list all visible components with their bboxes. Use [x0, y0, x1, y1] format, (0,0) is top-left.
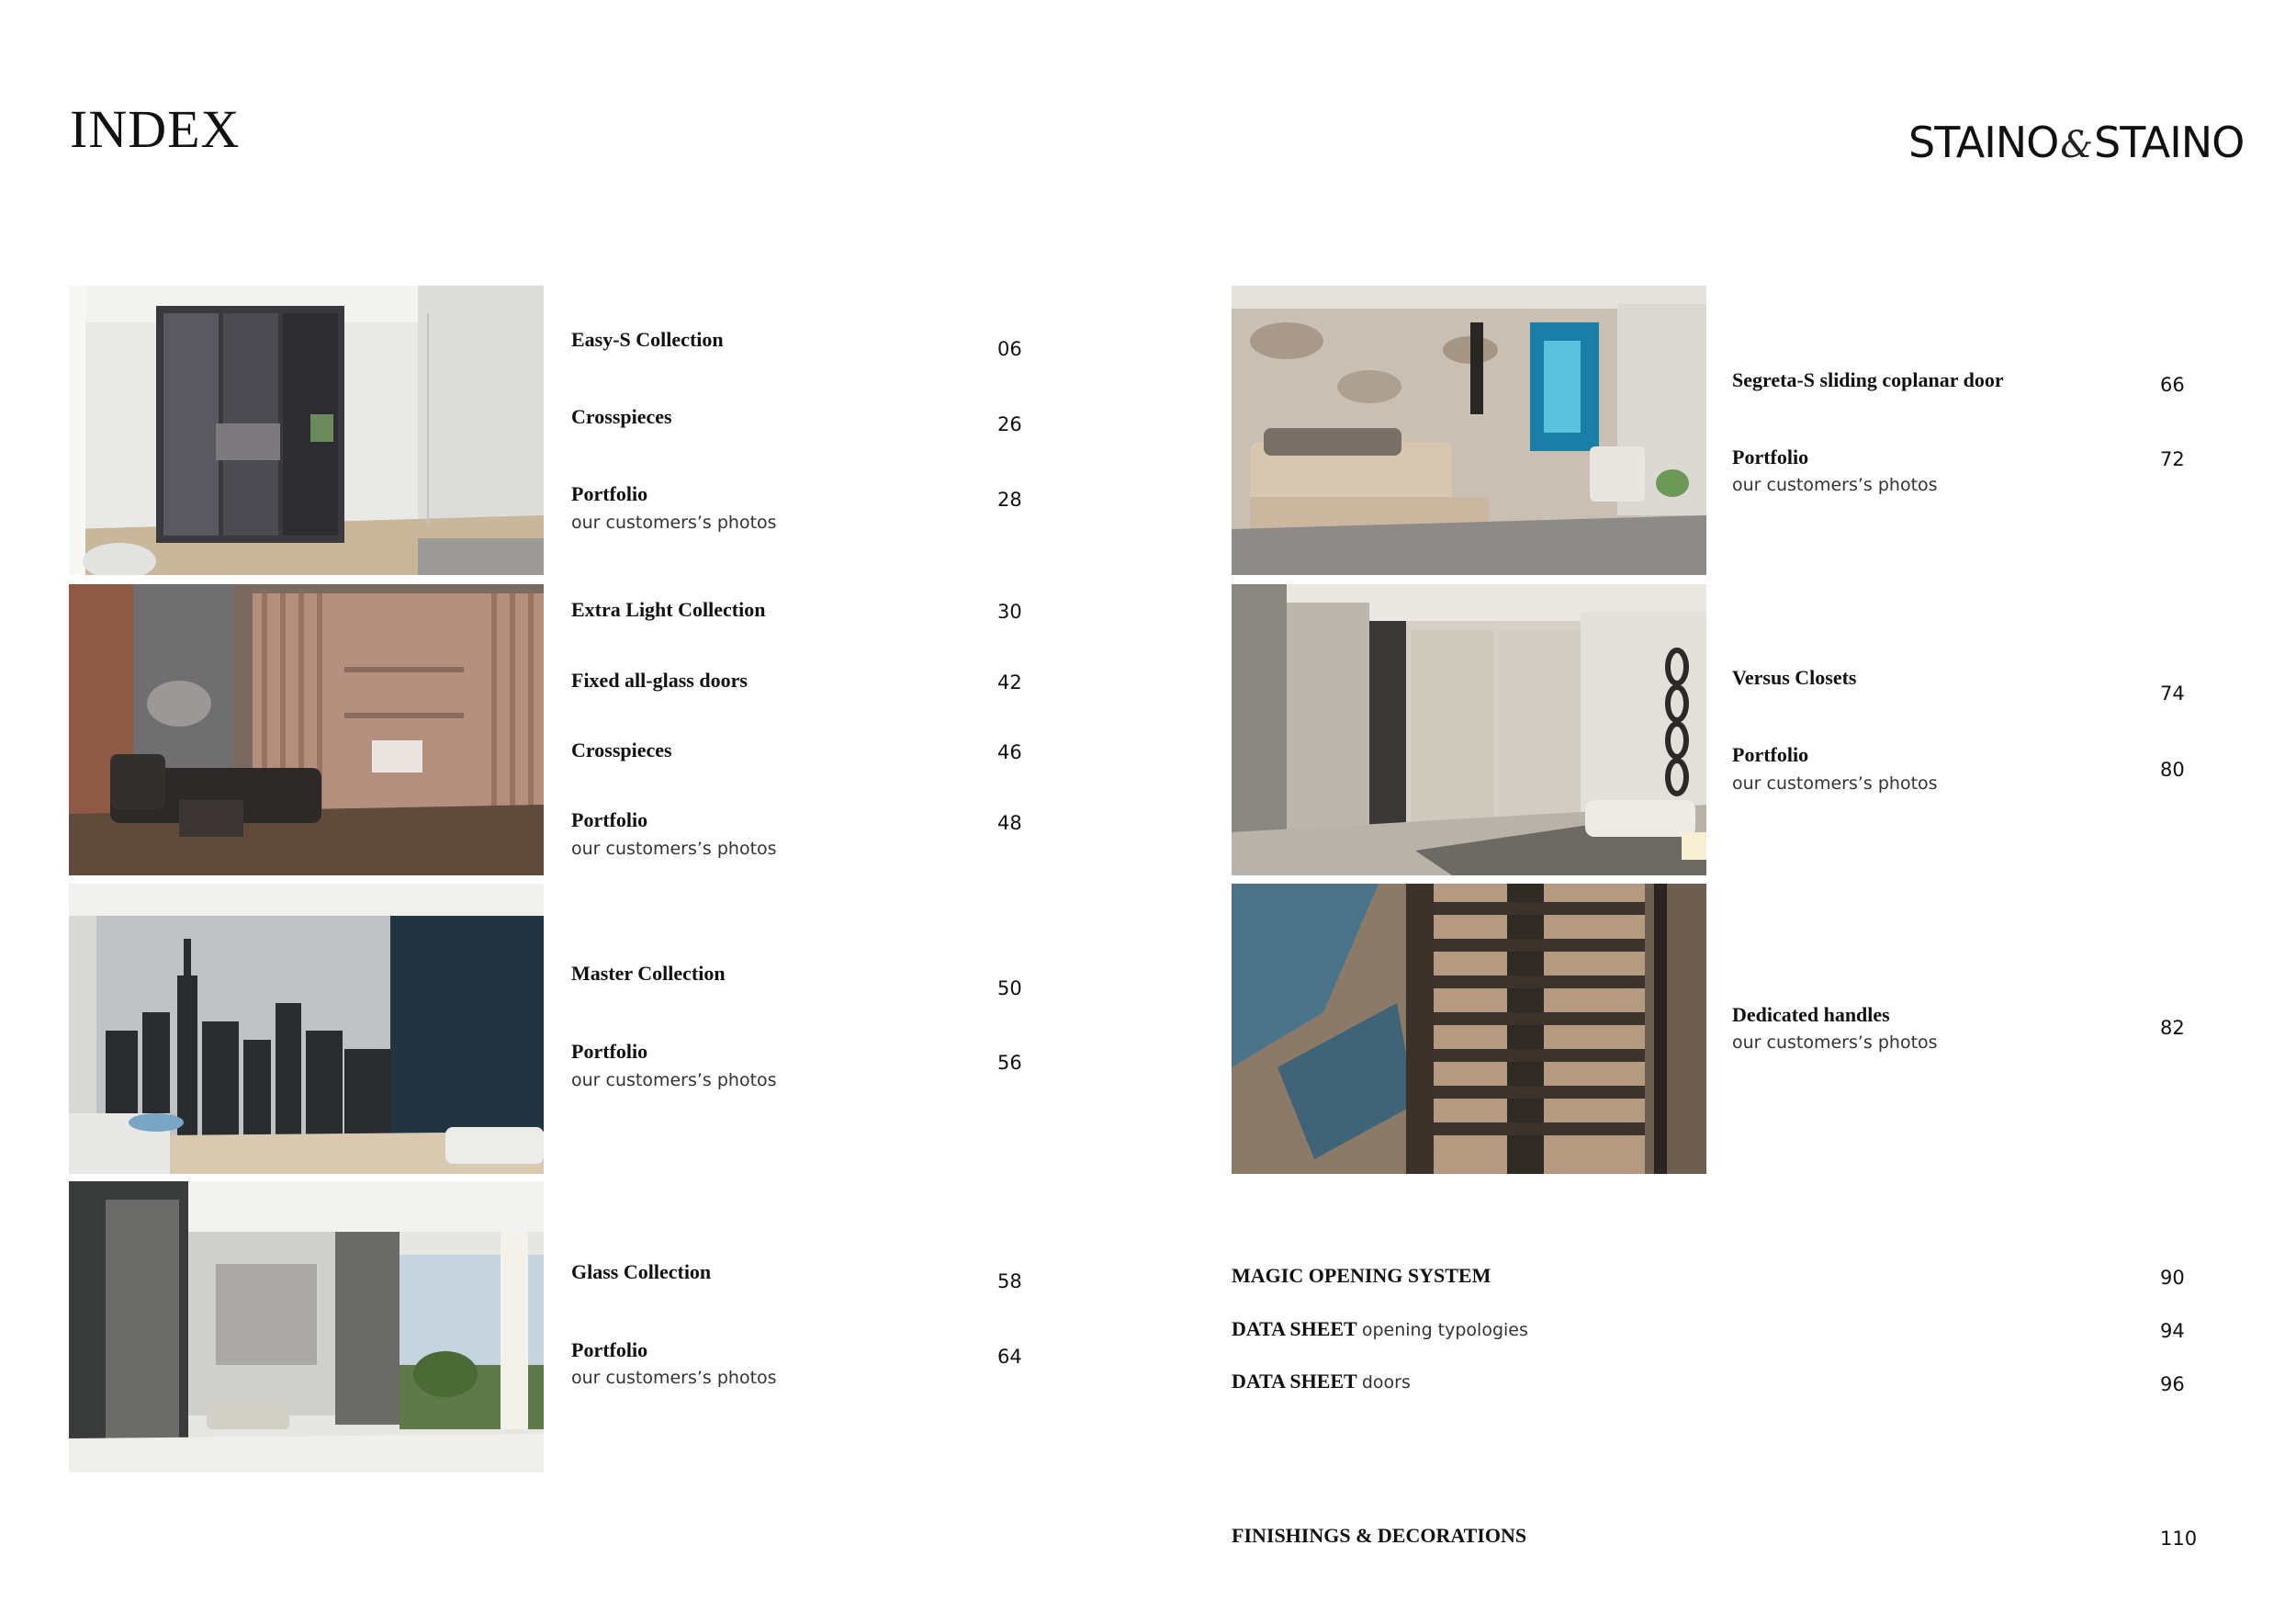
entry-title[interactable]: Versus Closets: [1732, 666, 1857, 689]
entry-page: 26: [997, 413, 1022, 435]
entry-title[interactable]: Fixed all-glass doors: [571, 669, 748, 692]
entry-title[interactable]: Portfolio: [1732, 445, 1809, 468]
entry-title[interactable]: [1232, 1524, 1526, 1548]
entry-page: 82: [2160, 1017, 2185, 1039]
entry-title[interactable]: Crosspieces: [571, 739, 672, 761]
entry-title[interactable]: Portfolio: [571, 1338, 648, 1361]
entry-title[interactable]: Segreta-S sliding coplanar door: [1732, 368, 2004, 391]
entry-page: 80: [2160, 759, 2185, 781]
entry-page: 110: [2160, 1528, 2198, 1550]
entry-page: 90: [2160, 1267, 2185, 1289]
entry-page: 94: [2160, 1320, 2185, 1342]
entry-subtitle: our customers’s photos: [571, 513, 777, 533]
photo-dedicated-handles: [1232, 884, 1706, 1174]
entry-page: 56: [997, 1052, 1022, 1074]
entry-page: 06: [997, 338, 1022, 360]
entry-title[interactable]: [1232, 1370, 1411, 1393]
entry-page: 42: [997, 671, 1022, 694]
entry-page: 48: [997, 812, 1022, 834]
entry-title-text: DATA SHEET: [1232, 1370, 1357, 1393]
entry-subtitle: opening typologies: [1361, 1320, 1528, 1340]
entry-title[interactable]: Crosspieces: [571, 405, 672, 428]
entry-title[interactable]: Glass Collection: [571, 1260, 712, 1283]
entry-title[interactable]: Extra Light Collection: [571, 598, 766, 621]
entry-subtitle: our customers’s photos: [571, 839, 777, 859]
photo-glass-collection: [69, 1181, 544, 1472]
entry-title[interactable]: [1232, 1264, 1491, 1288]
entry-page: 66: [2160, 374, 2185, 396]
entry-subtitle: doors: [1361, 1372, 1411, 1393]
entry-title[interactable]: Portfolio: [571, 1040, 648, 1063]
entry-title-text: DATA SHEET: [1232, 1317, 1357, 1340]
photo-segreta-bedroom: [1232, 286, 1706, 575]
entry-subtitle: our customers’s photos: [1732, 475, 1938, 495]
entry-page: 64: [997, 1346, 1022, 1368]
photo-easy-s-interior: [69, 286, 544, 575]
entry-title[interactable]: Portfolio: [571, 482, 648, 505]
page-title: INDEX: [70, 99, 241, 159]
entry-subtitle: our customers’s photos: [571, 1368, 777, 1388]
entry-title[interactable]: Master Collection: [571, 962, 726, 985]
entry-page: 30: [997, 601, 1022, 623]
entry-subtitle: our customers’s photos: [1732, 773, 1938, 794]
entry-subtitle: our customers’s photos: [571, 1070, 777, 1090]
entry-page: 50: [997, 977, 1022, 999]
entry-title-text: MAGIC OPENING SYSTEM: [1232, 1264, 1491, 1287]
entry-subtitle: our customers’s photos: [1732, 1032, 1938, 1053]
entry-page: 28: [997, 489, 1022, 511]
logo-right: STAINO: [2094, 118, 2245, 167]
entry-page: 96: [2160, 1373, 2185, 1395]
photo-master-cityscape: [69, 884, 544, 1174]
entry-page: 72: [2160, 448, 2185, 470]
entry-title-text: FINISHINGS & DECORATIONS: [1232, 1524, 1527, 1547]
entry-page: 58: [997, 1270, 1022, 1292]
entry-title[interactable]: [1232, 1317, 1528, 1341]
photo-versus-closets: [1232, 584, 1706, 875]
logo-ampersand: &: [2060, 124, 2092, 166]
entry-title[interactable]: Easy-S Collection: [571, 328, 724, 351]
logo-left: STAINO: [1908, 118, 2059, 167]
entry-title[interactable]: Dedicated handles: [1732, 1003, 1890, 1026]
photo-extra-light-living: [69, 584, 544, 875]
entry-title[interactable]: Portfolio: [1732, 743, 1809, 766]
entry-page: 74: [2160, 682, 2185, 705]
brand-logo: [1908, 118, 2245, 167]
entry-page: 46: [997, 741, 1022, 763]
entry-title[interactable]: Portfolio: [571, 808, 648, 831]
